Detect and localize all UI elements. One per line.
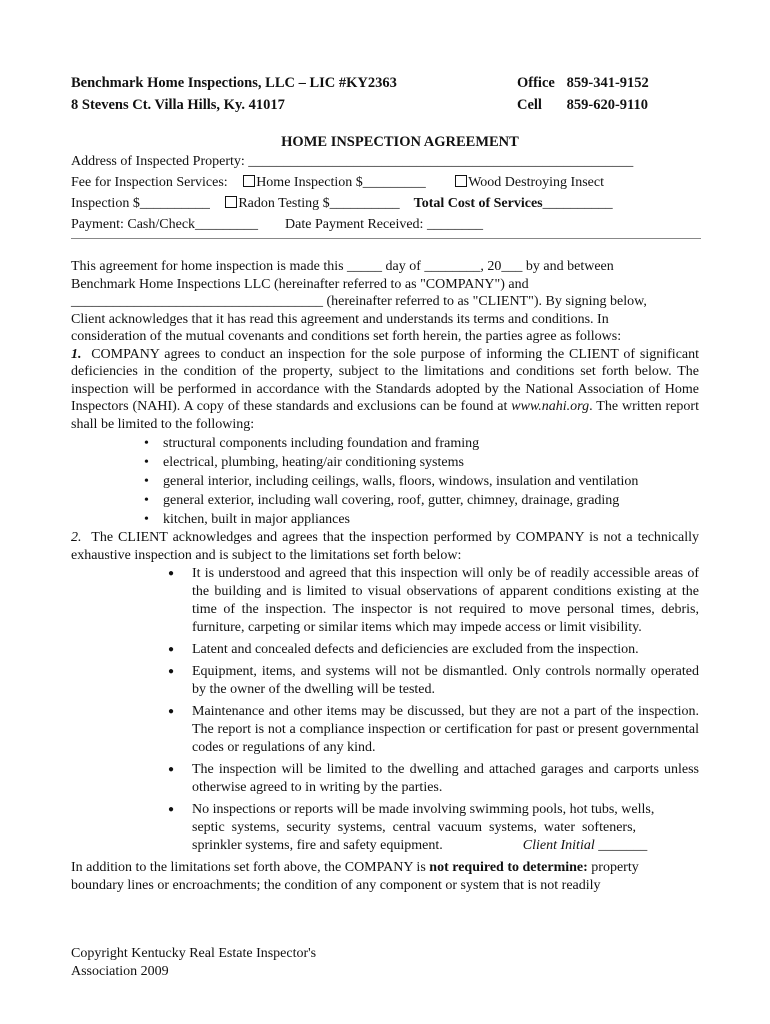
wood-destroying-label: Wood Destroying Insect	[468, 175, 604, 190]
date-received-field: Date Payment Received: ________	[285, 217, 483, 232]
payment-field: Payment: Cash/Check_________	[71, 217, 259, 232]
intro-line-4: Client acknowledges that it has read this agreement and understands its terms and conditions. In	[71, 311, 609, 327]
closing-line-1	[71, 859, 699, 877]
cell-phone: 859-620-9110	[566, 97, 648, 113]
list-item: • general interior, including ceilings, walls, floors, windows, insulation and ventilation	[163, 472, 699, 491]
header-row-2	[71, 94, 699, 116]
nahi-link[interactable]: www.nahi.org	[511, 399, 590, 414]
inspection-amount-field: Inspection $__________	[71, 196, 210, 211]
home-inspection-checkbox[interactable]	[243, 175, 255, 187]
last-item-line-3-text: sprinkler systems, fire and safety equipment.	[192, 838, 443, 853]
list-item: ● Equipment, items, and systems will not be dismantled. Only controls normally operated by the owner of the dwelling will be tested.	[192, 663, 699, 699]
copyright-footer	[71, 945, 316, 981]
section-1-number: 1.	[71, 346, 82, 362]
closing-text: In addition to the limitations set forth above, the COMPANY is	[71, 860, 426, 875]
list-item: • electrical, plumbing, heating/air conditioning systems	[163, 453, 699, 472]
payment-line	[71, 214, 699, 235]
company-address: 8 Stevens Ct. Villa Hills, Ky. 41017	[71, 97, 285, 113]
fee-line	[71, 172, 699, 193]
fee-label: Fee for Inspection Services:	[71, 175, 228, 190]
list-item: ● The inspection will be limited to the dwelling and attached garages and carports unless otherwise agreed to in writing by the parties.	[192, 761, 699, 797]
section-1-text: COMPANY agrees to conduct an inspection for the sole purpose of informing the CLIENT of significant deficiencies in the condition of the property, subject to the limitations and conditions set forth below. The inspection will be performed in accordance with the Standards adopted by the National Association of Home Inspectors (NAHI). A copy of these standards and exclusions can be found at	[71, 346, 700, 414]
intro-line-1: This agreement for home inspection is made this _____ day of ________, 20___ by and between	[71, 259, 614, 274]
list-item: ● Latent and concealed defects and deficiencies are excluded from the inspection.	[192, 641, 699, 659]
intro-line-2: Benchmark Home Inspections LLC (hereinafter referred to as "COMPANY") and	[71, 276, 529, 292]
document-page	[71, 72, 699, 894]
wood-destroying-checkbox[interactable]	[455, 175, 467, 187]
divider	[71, 238, 701, 239]
footer-line-1: Copyright Kentucky Real Estate Inspector's	[71, 946, 317, 961]
section-1	[71, 346, 699, 434]
footer-line-2: Association 2009	[71, 964, 169, 979]
last-item-line-1: ● No inspections or reports will be made involving swimming pools, hot tubs, wells,	[192, 802, 655, 817]
list-item: • structural components including foundation and framing	[163, 434, 699, 453]
list-item: ● It is understood and agreed that this inspection will only be of readily accessible areas of the building and is limited to visual observations of apparent conditions existing at the time of the inspection. The inspector is not required to move personal times, debris, furniture, carpeting or similar items which may impede access or limit visibility.	[192, 565, 699, 637]
intro-line-3: ____________________________________ (hereinafter referred to as "CLIENT"). By signing below,	[71, 294, 647, 309]
closing-text-end: property	[591, 860, 639, 875]
intro-line-5: consideration of the mutual covenants and conditions set forth herein, the parties agree as follows:	[71, 329, 622, 344]
office-phone-line	[517, 72, 699, 94]
header-row-1	[71, 72, 699, 94]
section-2	[71, 529, 699, 564]
office-label: Office	[517, 75, 555, 91]
closing-line-2: boundary lines or encroachments; the condition of any component or system that is not readily	[71, 877, 601, 893]
closing-bold: not required to determine:	[429, 860, 588, 875]
report-items-list	[71, 434, 699, 529]
client-initial-field: Client Initial _______	[522, 838, 648, 853]
company-name: Benchmark Home Inspections, LLC – LIC #KY2363	[71, 75, 397, 91]
section-2-text: The CLIENT acknowledges and agrees that the inspection performed by COMPANY is not a technically exhaustive inspection and is subject to the limitations set forth below:	[71, 530, 700, 563]
limitations-list	[71, 565, 699, 855]
closing-paragraph	[71, 859, 699, 894]
list-item: ● Maintenance and other items may be discussed, but they are not a part of the inspection. The report is not a compliance inspection or certification for past or present governmental codes or regulations of any kind.	[192, 703, 699, 757]
total-cost-label: Total Cost of Services	[413, 196, 543, 211]
radon-testing-field: Radon Testing $__________	[238, 196, 400, 211]
cell-phone-line	[517, 94, 699, 116]
office-phone: 859-341-9152	[566, 75, 649, 91]
section-1-text-end: . The written report shall be limited to the following:	[71, 399, 699, 432]
list-item: • kitchen, built in major appliances	[163, 510, 699, 529]
total-cost-blank: __________	[542, 196, 613, 211]
address-field: Address of Inspected Property: _______________________________________________________	[71, 154, 634, 169]
last-item-line-3	[192, 837, 699, 855]
list-item	[192, 801, 699, 855]
cell-label: Cell	[517, 97, 542, 113]
intro-paragraph	[71, 258, 699, 346]
section-2-number: 2.	[71, 530, 82, 545]
last-item-line-2: septic systems, security systems, central vacuum systems, water softeners,	[192, 820, 637, 835]
document-title: HOME INSPECTION AGREEMENT	[281, 134, 519, 150]
home-inspection-field: Home Inspection $_________	[256, 175, 426, 190]
radon-testing-checkbox[interactable]	[225, 196, 237, 208]
inspection-line	[71, 193, 699, 214]
list-item: • general exterior, including wall covering, roof, gutter, chimney, drainage, grading	[163, 491, 699, 510]
